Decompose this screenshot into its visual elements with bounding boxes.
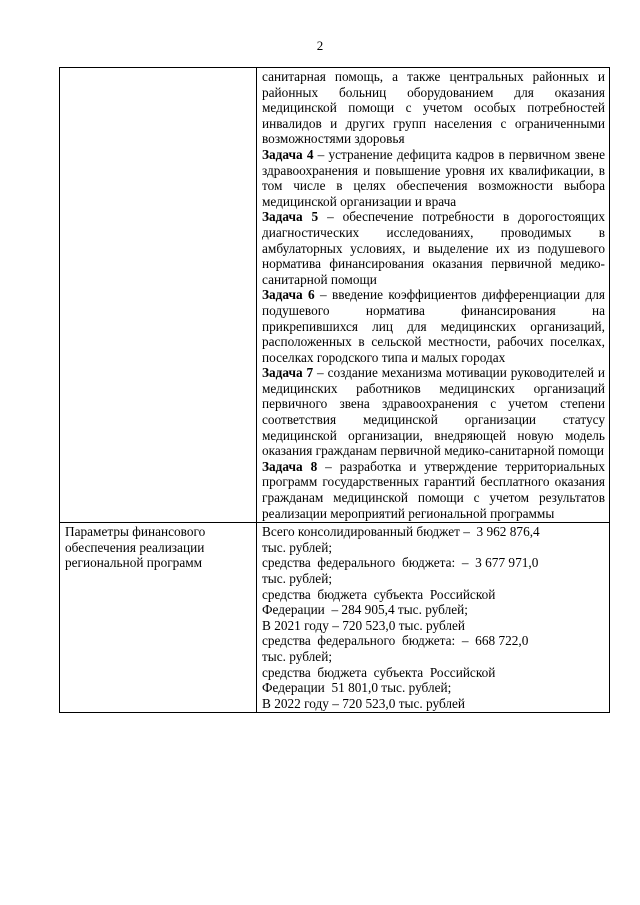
table-row-financing <box>60 523 610 713</box>
financing-line: тыс. рублей; <box>262 648 333 664</box>
table-row-tasks <box>60 68 610 523</box>
task-item <box>262 287 605 365</box>
task-label: Задача 7 <box>262 365 314 381</box>
task-text: – обеспечение потребности в дорогостоящих диагностических исследованиях, проводимых в амбулаторных условиях, и выделение их из подушевого норматива финансирования оказания первичной медико-санитарной помощи <box>262 209 605 287</box>
task-label: Задача 8 <box>262 458 318 474</box>
task-text: – устранение дефицита кадров в первичном звене здравоохранения и повышение уровня их квалификации, в том числе в целях обеспечения возможности выбора медицинской организации и врача <box>262 146 605 209</box>
task-text: – создание механизма мотивации руководителей и медицинских работников медицинских организаций первичного звена здравоохранения с учетом степени соответствия медицинской организации статусу медицинской организации, внедряющей новую модель оказания гражданам первичной медико-санитарной помощи <box>262 365 605 459</box>
financing-line: Всего консолидированный бюджет – 3 962 876,4 <box>262 524 540 540</box>
row-label-empty <box>60 68 257 523</box>
financing-lines <box>262 524 605 711</box>
financing-line: тыс. рублей; <box>262 539 333 555</box>
task-item <box>262 459 605 521</box>
financing-label: Параметры финансового обеспечения реализации региональной программ <box>60 523 257 713</box>
task-label: Задача 4 <box>262 146 314 162</box>
program-passport-table <box>59 67 610 713</box>
financing-line: средства бюджета субъекта Российской <box>262 664 496 680</box>
financing-line: тыс. рублей; <box>262 571 333 586</box>
task-text: – разработка и утверждение территориальных программ государственных гарантий бесплатного оказания гражданам медицинской помощи с учетом результатов реализации мероприятий региональной программы <box>262 458 605 521</box>
task-label: Задача 5 <box>262 209 319 225</box>
financing-line: Федерации – 284 905,4 тыс. рублей; <box>262 602 468 618</box>
page-number: 2 <box>316 38 324 53</box>
financing-line: В 2021 году – 720 523,0 тыс. рублей <box>262 617 466 633</box>
task-item <box>262 209 605 287</box>
financing-line: Федерации 51 801,0 тыс. рублей; <box>262 680 452 696</box>
financing-cell <box>257 523 610 713</box>
task-text: – введение коэффициентов дифференциации для подушевого норматива финансирования на прикрепившихся лиц для медицинских организаций, расположенных в сельской местности, рабочих поселках, поселках городского типа и малых городах <box>262 287 605 365</box>
task-item <box>262 147 605 209</box>
task-label: Задача 6 <box>262 287 315 303</box>
tasks-intro-text: санитарная помощь, а также центральных районных и районных больниц оборудованием для оказания медицинской помощи с учетом особых потребностей инвалидов и других групп населения с ограниченными возможностями здоровья <box>262 69 605 147</box>
task-list <box>262 147 605 521</box>
financing-line: средства федерального бюджета: – 668 722,0 <box>262 633 529 649</box>
task-item <box>262 365 605 459</box>
financing-line: средства бюджета субъекта Российской <box>262 586 496 602</box>
tasks-cell <box>257 68 610 523</box>
financing-line: средства федерального бюджета: – 3 677 971,0 <box>262 555 539 571</box>
financing-line: В 2022 году – 720 523,0 тыс. рублей <box>262 695 466 711</box>
